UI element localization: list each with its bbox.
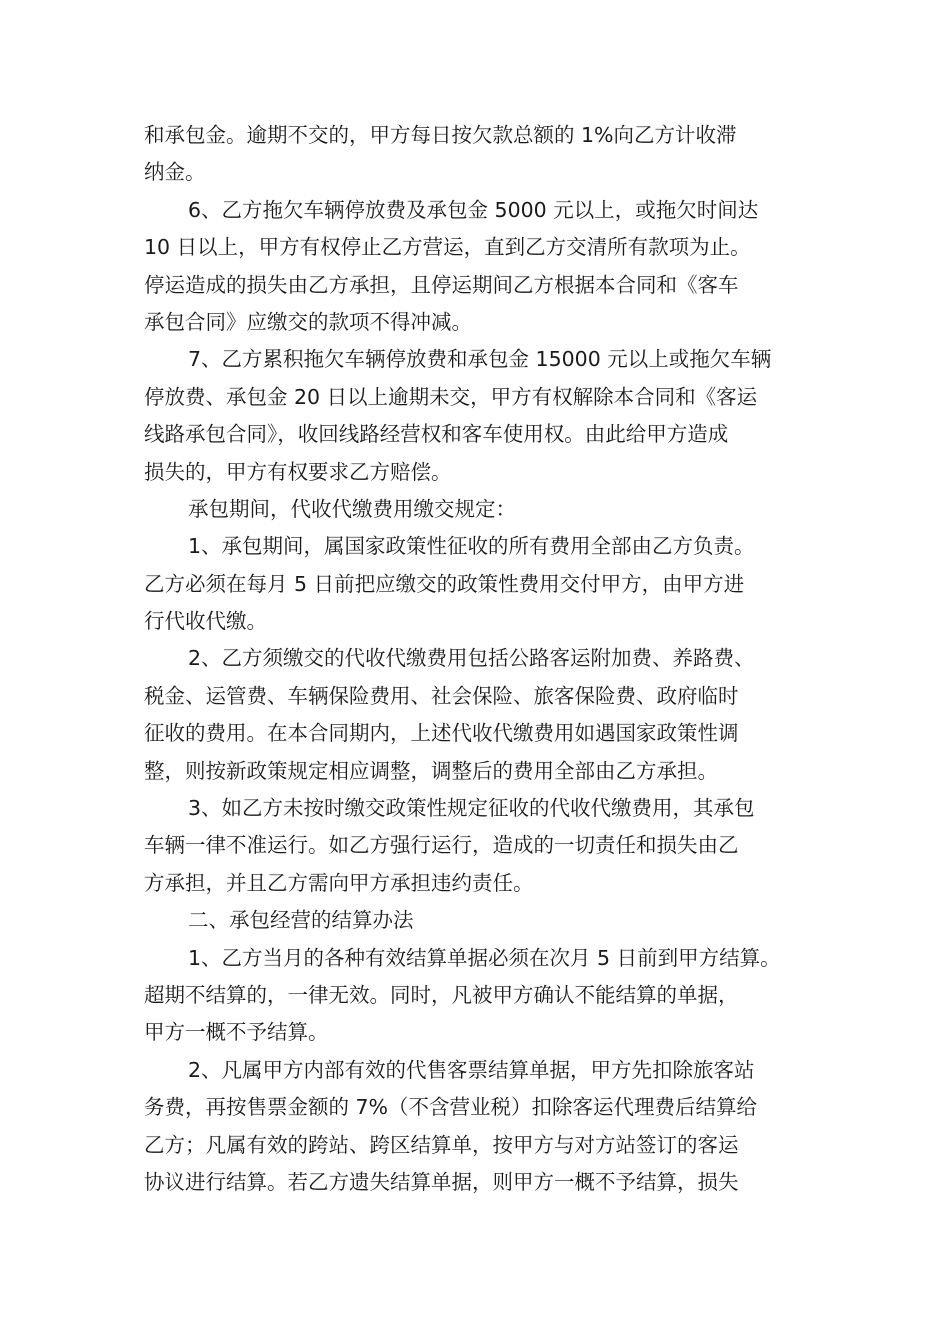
text-line: 1、乙方当月的各种有效结算单据必须在次月 5 日前到甲方结算。 [188,945,781,970]
text-line: 整，则按新政策规定相应调整，调整后的费用全部由乙方承担。 [144,758,718,783]
text-line: 3、如乙方未按时缴交政策性规定征收的代收代缴费用，其承包 [188,796,755,821]
text-line: 纳金。 [144,160,206,185]
text-line: 甲方一概不予结算。 [144,1020,329,1045]
text-line: 1、承包期间，属国家政策性征收的所有费用全部由乙方负责。 [188,534,755,559]
text-line: 超期不结算的，一律无效。同时，凡被甲方确认不能结算的单据， [144,982,739,1007]
text-line: 乙方；凡属有效的跨站、跨区结算单，按甲方与对方站签订的客运 [144,1132,739,1157]
text-line: 务费，再按售票金额的 7%（不含营业税）扣除客运代理费后结算给 [144,1095,758,1120]
text-line: 承包合同》应缴交的款项不得冲减。 [144,309,472,334]
text-line: 2、凡属甲方内部有效的代售客票结算单据，甲方先扣除旅客站 [188,1057,755,1082]
text-line: 承包期间，代收代缴费用缴交规定： [188,496,516,521]
text-line: 车辆一律不准运行。如乙方强行运行，造成的一切责任和损失由乙 [144,833,739,858]
text-line: 损失的，甲方有权要求乙方赔偿。 [144,459,452,484]
text-line: 10 日以上，甲方有权停止乙方营运，直到乙方交清所有款项为止。 [144,235,751,260]
text-line: 和承包金。逾期不交的，甲方每日按欠款总额的 1%向乙方计收滞 [144,123,737,147]
text-line: 协议进行结算。若乙方遗失结算单据，则甲方一概不予结算，损失 [144,1169,739,1194]
text-line: 方承担，并且乙方需向甲方承担违约责任。 [144,870,534,895]
text-line: 停放费、承包金 20 日以上逾期未交，甲方有权解除本合同和《客运 [144,384,758,409]
text-line: 6、乙方拖欠车辆停放费及承包金 5000 元以上，或拖欠时间达 [188,197,759,222]
text-line: 停运造成的损失由乙方承担，且停运期间乙方根据本合同和《客车 [144,272,739,297]
text-line: 线路承包合同》，收回线路经营权和客车使用权。由此给甲方造成 [144,422,729,447]
document-body [144,117,834,1201]
section-heading: 二、承包经营的结算办法 [188,908,414,933]
text-line: 税金、运管费、车辆保险费用、社会保险、旅客保险费、政府临时 [144,683,739,708]
text-line: 7、乙方累积拖欠车辆停放费和承包金 15000 元以上或拖欠车辆 [188,347,772,372]
text-line: 行代收代缴。 [144,609,267,634]
text-line: 乙方必须在每月 5 日前把应缴交的政策性费用交付甲方，由甲方进 [144,571,745,596]
text-line: 征收的费用。在本合同期内，上述代收代缴费用如遇国家政策性调 [144,721,739,746]
text-line: 2、乙方须缴交的代收代缴费用包括公路客运附加费、养路费、 [188,646,755,671]
